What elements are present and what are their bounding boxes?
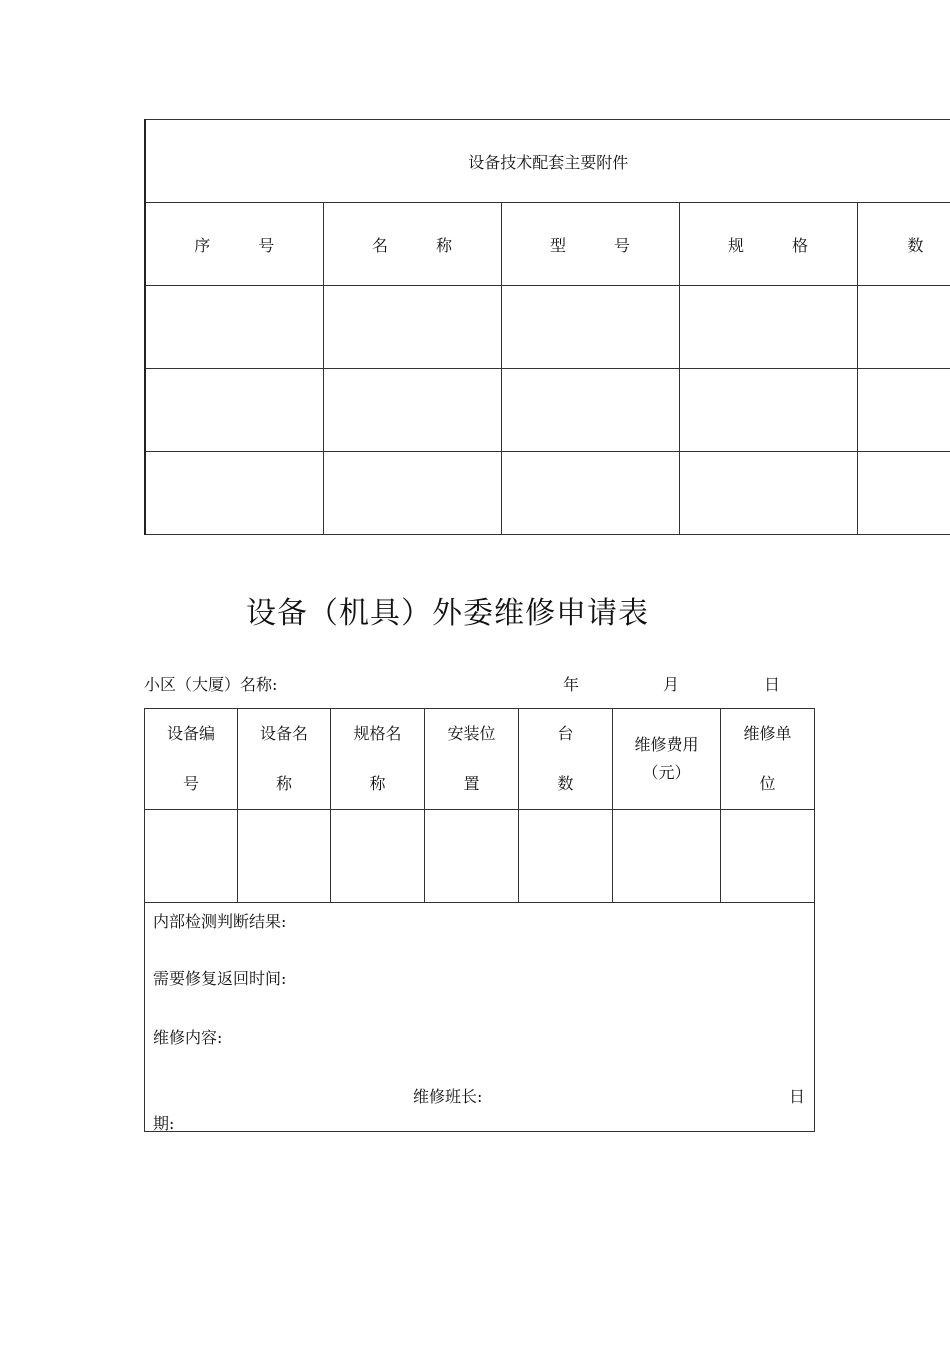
header-unit-count: 台 数: [519, 709, 613, 810]
header-repair-company: 维修单 位: [721, 709, 815, 810]
header-spec-name: 规格名 称: [331, 709, 425, 810]
table-cell[interactable]: [857, 369, 950, 452]
header-install-location: 安装位 置: [425, 709, 519, 810]
repair-content-label: 维修内容:: [153, 1028, 223, 1047]
table-cell[interactable]: [679, 452, 857, 535]
table-cell[interactable]: [145, 369, 323, 452]
repair-leader-label: 维修班长:: [413, 1087, 483, 1106]
return-time-label: 需要修复返回时间:: [153, 969, 287, 988]
table-row: [145, 452, 950, 535]
year-label: 年: [563, 675, 580, 694]
table-row: [145, 810, 815, 903]
header-equipment-number: 设备编 号: [145, 709, 238, 810]
table-cell[interactable]: [679, 286, 857, 369]
accessories-table: [144, 119, 950, 535]
table-cell[interactable]: [857, 286, 950, 369]
date-label-second: 期:: [153, 1114, 175, 1133]
table-cell[interactable]: [323, 286, 501, 369]
inspection-result-label: 内部检测判断结果:: [153, 912, 287, 931]
table-cell[interactable]: [425, 810, 519, 903]
table-cell[interactable]: [145, 810, 238, 903]
header-equipment-name: 设备名 称: [238, 709, 331, 810]
table-cell[interactable]: [145, 286, 323, 369]
month-label: 月: [663, 675, 680, 694]
table-row: [145, 369, 950, 452]
table-cell[interactable]: [331, 810, 425, 903]
table-cell[interactable]: [501, 286, 679, 369]
table-cell[interactable]: [501, 369, 679, 452]
header-model: 型 号: [501, 203, 679, 286]
day-label: 日: [764, 675, 781, 694]
table-cell[interactable]: [857, 452, 950, 535]
table-cell[interactable]: [238, 810, 331, 903]
table-cell[interactable]: [721, 810, 815, 903]
table-cell[interactable]: [613, 810, 721, 903]
header-name: 名 称: [323, 203, 501, 286]
table-cell[interactable]: [323, 369, 501, 452]
header-quantity: 数: [857, 203, 950, 286]
header-serial: 序 号: [145, 203, 323, 286]
repair-request-table: [144, 708, 815, 1132]
date-label-first: 日: [789, 1087, 806, 1106]
table-cell[interactable]: [501, 452, 679, 535]
header-repair-cost: 维修费用 （元）: [613, 709, 721, 810]
form-title: 设备（机具）外委维修申请表: [246, 596, 649, 631]
community-name-label: 小区（大厦）名称:: [144, 675, 278, 694]
table-cell[interactable]: [323, 452, 501, 535]
table-cell[interactable]: [145, 452, 323, 535]
table-cell[interactable]: [679, 369, 857, 452]
details-cell[interactable]: [145, 903, 815, 1132]
accessories-caption: 设备技术配套主要附件: [145, 120, 950, 203]
table-row: [145, 286, 950, 369]
header-spec: 规 格: [679, 203, 857, 286]
table-cell[interactable]: [519, 810, 613, 903]
